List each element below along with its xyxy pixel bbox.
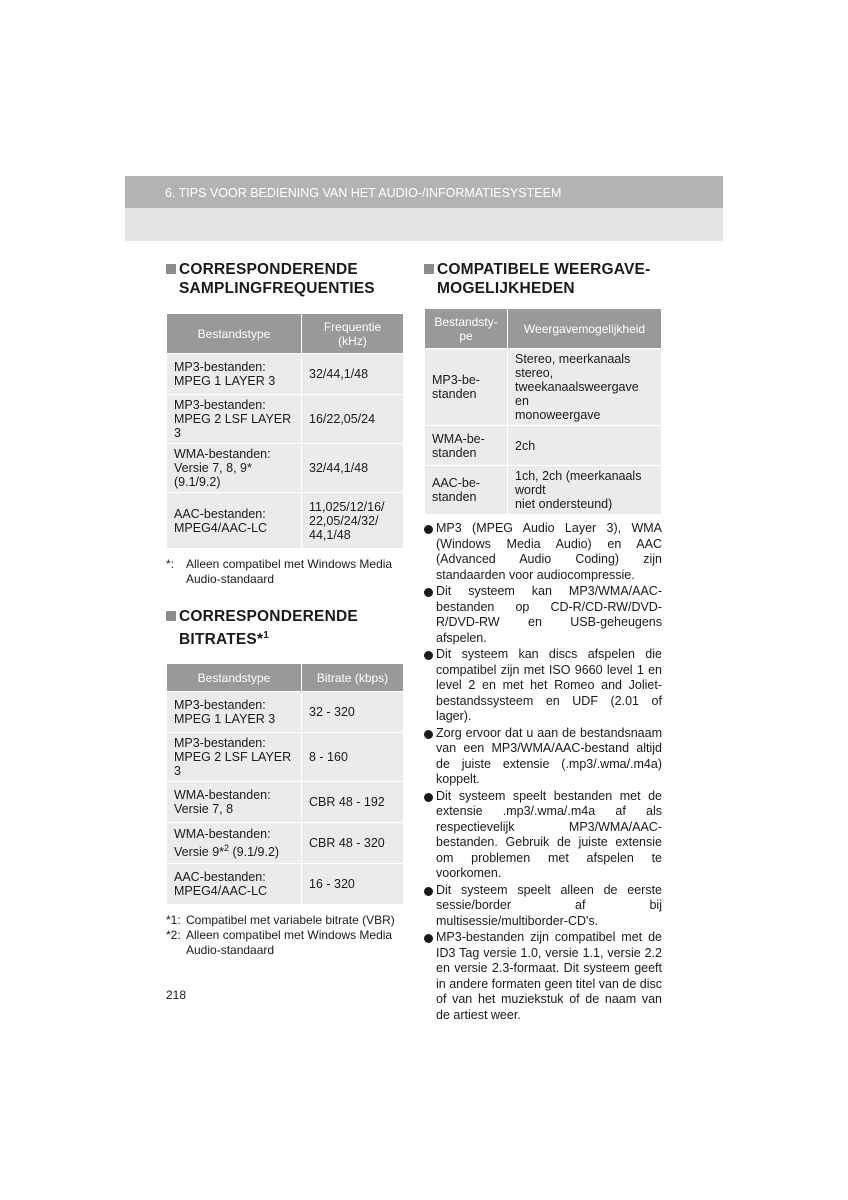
col-header-filetype: Bestandsty- pe <box>425 309 508 349</box>
info-bullet-list <box>424 521 662 1023</box>
list-item: MP3-bestanden zijn compatibel met de ID3 Tag versie 1.0, versie 1.1, versie 2.2 en versie 2.3-formaat. Dit systeem geeft in andere formaten geen titel van de disc of van het muziekstuk of de naam van de artiest weer. <box>424 930 662 1023</box>
bullet-dot-icon <box>424 651 433 660</box>
sampling-table <box>166 313 404 549</box>
bitrates-table <box>166 663 404 905</box>
page-number: 218 <box>166 988 187 1002</box>
table-header-row <box>167 664 404 692</box>
col-header-filetype: Bestandstype <box>167 664 302 692</box>
bitrates-heading-line1: CORRESPONDERENDE <box>179 608 358 625</box>
table-cell: WMA-bestanden: Versie 7, 8, 9* (9.1/9.2) <box>167 444 302 493</box>
table-row <box>167 823 404 864</box>
table-cell: WMA-bestanden: Versie 9*$^2$ (9.1/9.2) <box>167 823 302 864</box>
heading-square-icon <box>166 264 176 274</box>
table-row <box>425 466 662 515</box>
table-row <box>167 733 404 782</box>
section-header-title: 6. TIPS VOOR BEDIENING VAN HET AUDIO-/INFORMATIESYSTEEM <box>125 176 723 208</box>
heading-square-icon <box>424 264 434 274</box>
sampling-footnote: *: Alleen compatibel met Windows Media Audio-standaard <box>166 557 393 586</box>
bullet-dot-icon <box>424 525 433 534</box>
bullet-dot-icon <box>424 588 433 597</box>
compat-heading-line1: COMPATIBELE WEERGAVE- <box>437 261 651 278</box>
table-row <box>167 395 404 444</box>
table-row <box>167 444 404 493</box>
table-cell: MP3-be- standen <box>425 349 508 426</box>
bitrates-footnotes: *1: Compatibel met variabele bitrate (VBR) *2: Alleen compatibel met Windows Media Audio-standaard <box>166 913 395 958</box>
col-header-frequency: Frequentie (kHz) <box>302 314 404 354</box>
table-cell: AAC-bestanden: MPEG4/AAC-LC <box>167 864 302 905</box>
table-cell: WMA-bestanden: Versie 7, 8 <box>167 782 302 823</box>
table-cell: 8 - 160 <box>302 733 404 782</box>
table-cell: 16 - 320 <box>302 864 404 905</box>
table-cell: 32 - 320 <box>302 692 404 733</box>
table-row <box>425 426 662 466</box>
table-cell: 2ch <box>508 426 662 466</box>
table-cell: Stereo, meerkanaals stereo, tweekanaalsweergave en monoweergave <box>508 349 662 426</box>
table-cell: MP3-bestanden: MPEG 1 LAYER 3 <box>167 692 302 733</box>
table-cell: AAC-be- standen <box>425 466 508 515</box>
table-header-row <box>167 314 404 354</box>
bullet-dot-icon <box>424 934 433 943</box>
list-item: Dit systeem speelt bestanden met de extensie .mp3/.wma/.m4a af als respectievelijk MP3/WMA/AAC-bestanden. Gebruik de juiste extensie om problemen met afspelen te voorkomen. <box>424 789 662 882</box>
col-header-bitrate: Bitrate (kbps) <box>302 664 404 692</box>
table-cell: 16/22,05/24 <box>302 395 404 444</box>
table-row <box>167 692 404 733</box>
bullet-dot-icon <box>424 887 433 896</box>
table-row <box>167 864 404 905</box>
table-header-row <box>425 309 662 349</box>
table-row <box>167 782 404 823</box>
right-column <box>424 260 662 1024</box>
bullet-dot-icon <box>424 730 433 739</box>
col-header-filetype: Bestandstype <box>167 314 302 354</box>
list-item: Dit systeem kan MP3/WMA/AAC-bestanden op CD-R/CD-RW/DVD-R/DVD-RW en USB-geheugens afspelen. <box>424 584 662 646</box>
table-cell: MP3-bestanden: MPEG 2 LSF LAYER 3 <box>167 395 302 444</box>
bitrates-heading: CORRESPONDERENDE BITRATES*$^1$ <box>166 607 404 649</box>
table-row <box>167 493 404 549</box>
table-cell: WMA-be- standen <box>425 426 508 466</box>
bullet-dot-icon <box>424 793 433 802</box>
table-cell: MP3-bestanden: MPEG 1 LAYER 3 <box>167 354 302 395</box>
sampling-heading-line2: SAMPLINGFREQUENTIES <box>179 280 375 297</box>
table-cell: 11,025/12/16/ 22,05/24/32/ 44,1/48 <box>302 493 404 549</box>
sampling-heading-line1: CORRESPONDERENDE <box>179 261 358 278</box>
list-item: Dit systeem speelt alleen de eerste sessie/border af bij multisessie/multiborder-CD's. <box>424 883 662 930</box>
list-item: Zorg ervoor dat u aan de bestandsnaam van een MP3/WMA/AAC-bestand altijd de juiste extensie (.mp3/.wma/.m4a) koppelt. <box>424 726 662 788</box>
table-cell: CBR 48 - 192 <box>302 782 404 823</box>
table-cell: CBR 48 - 320 <box>302 823 404 864</box>
list-item: MP3 (MPEG Audio Layer 3), WMA (Windows Media Audio) en AAC (Advanced Audio Coding) zijn standaarden voor audiocompressie. <box>424 521 662 583</box>
table-row <box>167 354 404 395</box>
sampling-heading <box>166 260 404 298</box>
table-cell: MP3-bestanden: MPEG 2 LSF LAYER 3 <box>167 733 302 782</box>
list-item: Dit systeem kan discs afspelen die compatibel zijn met ISO 9660 level 1 en level 2 en met het Romeo and Joliet-bestandssysteem en UDF (2.01 of lager). <box>424 647 662 725</box>
table-cell: AAC-bestanden: MPEG4/AAC-LC <box>167 493 302 549</box>
table-cell: 32/44,1/48 <box>302 444 404 493</box>
compat-table <box>424 308 662 515</box>
table-cell: 1ch, 2ch (meerkanaals wordt niet ondersteund) <box>508 466 662 515</box>
heading-square-icon <box>166 611 176 621</box>
table-row <box>425 349 662 426</box>
section-header-band <box>125 176 723 241</box>
compat-heading <box>424 260 662 298</box>
bitrates-heading-line2: BITRATES* <box>179 631 264 649</box>
left-column <box>166 260 404 958</box>
table-cell: 32/44,1/48 <box>302 354 404 395</box>
col-header-playback: Weergavemogelijkheid <box>508 309 662 349</box>
compat-heading-line2: MOGELIJKHEDEN <box>437 280 575 297</box>
